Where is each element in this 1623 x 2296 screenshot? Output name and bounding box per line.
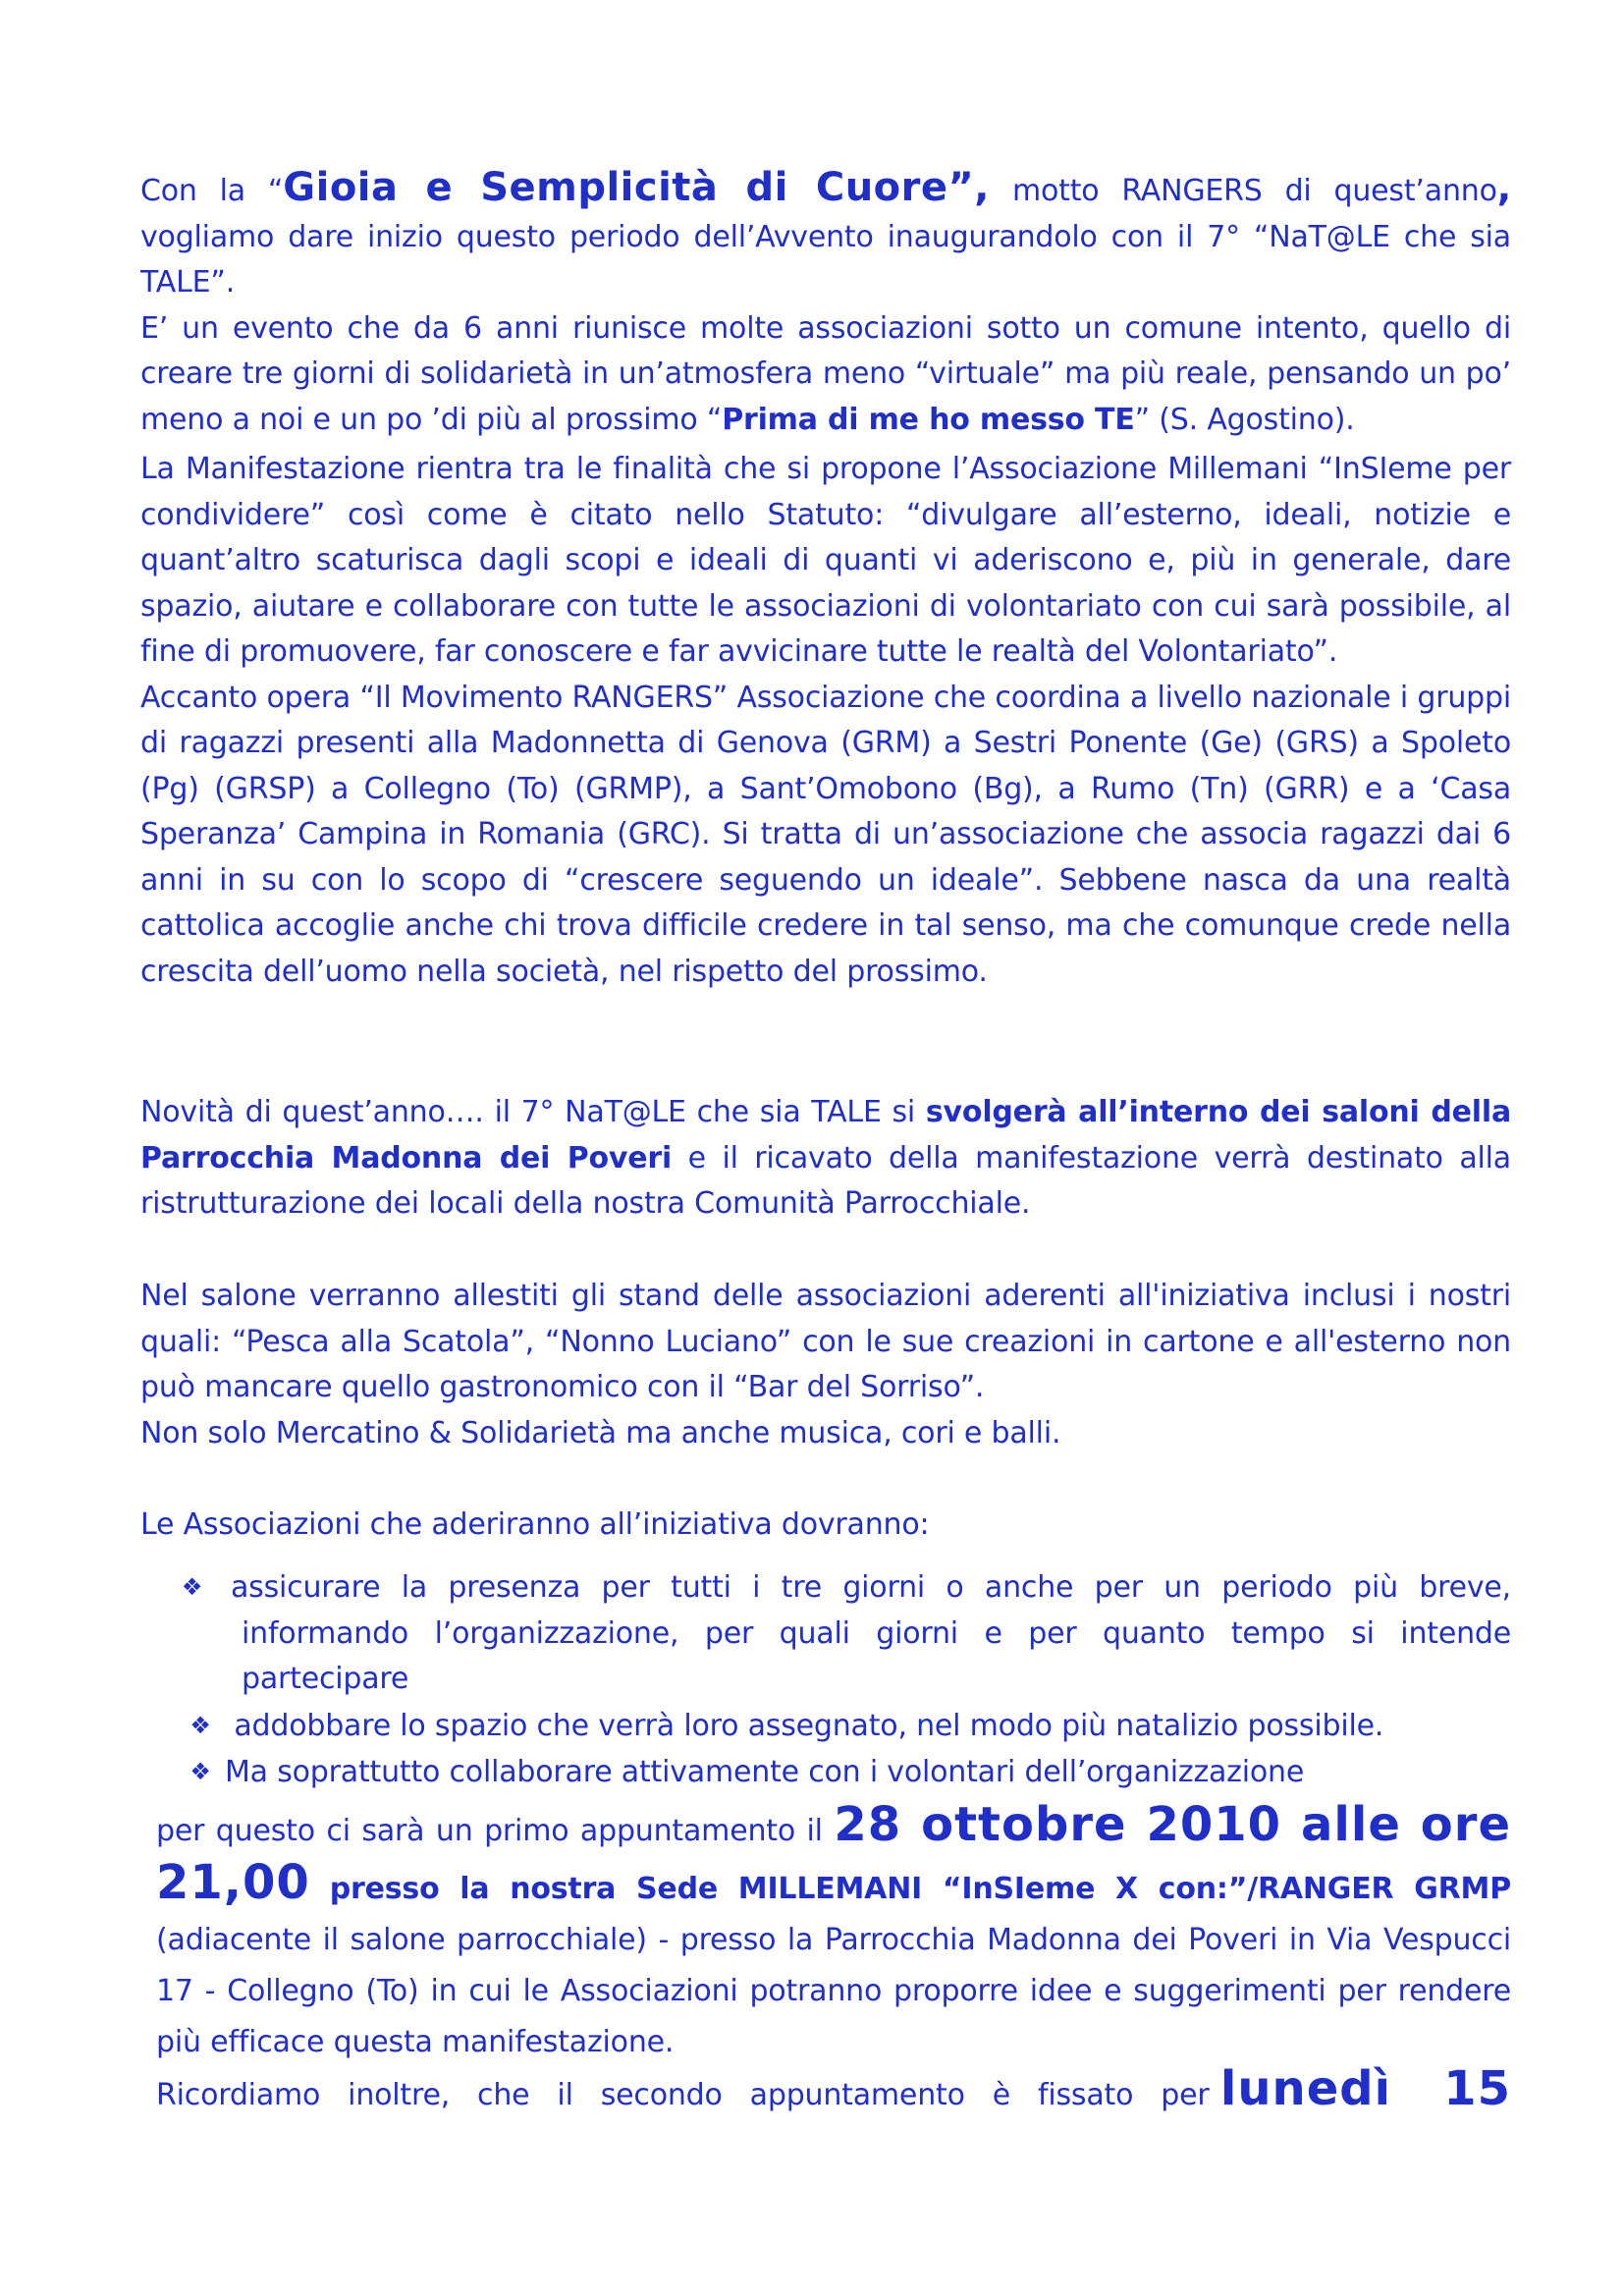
requisiti-section [140, 1503, 1511, 1549]
list-item [140, 1749, 1511, 1796]
salone-section [140, 1274, 1511, 1456]
event-text: ” (S. Agostino). [1134, 402, 1355, 437]
intro-text: Con la “ [140, 174, 284, 208]
appuntamento-place: presso la nostra Sede MILLEMANI “InSIeme X con:”/RANGER GRMP [329, 1872, 1511, 1906]
list-item-text: Ma soprattutto collaborare attivamente con i volontari dell’organizzazione [225, 1755, 1305, 1789]
appuntamento-paragraph [156, 1799, 1511, 2068]
requisiti-list [140, 1564, 1511, 1796]
second-appointment-date: lunedì 15 [1219, 2061, 1511, 2116]
list-item-text: assicurare la presenza per tutti i tre giorni o anche per un periodo più breve, informando l’organizzazione, per quali giorni e per quanto tempo si intende partecipare [231, 1570, 1511, 1696]
intro-section [140, 165, 1511, 443]
appuntamento-date: 28 ottobre 2010 alle ore 21,00 [156, 1797, 1512, 1910]
diamond-bullet-icon: ❖ [189, 1758, 211, 1785]
novita-section [140, 1090, 1511, 1228]
manifestazione-section [140, 447, 1511, 995]
intro-comma: , [1496, 166, 1511, 209]
novita-text: Novità di quest’anno…. il 7° NaT@LE che sia TALE si [140, 1095, 926, 1129]
spacer-text [310, 1872, 330, 1906]
event-paragraph [140, 306, 1511, 444]
manifestazione-paragraph: La Manifestazione rientra tra le finalità che si propone l’Associazione Millemani “InSIeme per condividere” così come è citato nello Statuto: “divulgare all’esterno, ideali, notizie e quant’altro scaturisca dagli scopi e ideali di quanti vi aderiscono e, più in generale, dare spazio, aiutare e collaborare con tutte le associazioni di volontariato con cui sarà possibile, al fine di promuovere, far conoscere e far avvicinare tutte le realtà del Volontariato”. [140, 452, 1511, 669]
appuntamento-section [156, 1799, 1511, 2068]
salone-paragraph: Nel salone verranno allestiti gli stand delle associazioni aderenti all'iniziativa inclusi i nostri quali: “Pesca alla Scatola”, “Nonno Luciano” con le sue creazioni in cartone e all'esterno non può mancare quello gastronomico con il “Bar del Sorriso”. [140, 1279, 1511, 1404]
diamond-bullet-icon: ❖ [189, 1711, 211, 1739]
list-item-text: addobbare lo spazio che verrà loro assegnato, nel modo più natalizio possibile. [225, 1708, 1384, 1743]
intro-text: motto RANGERS di quest’anno [990, 174, 1497, 208]
intro-paragraph [140, 165, 1511, 306]
event-text: E’ un evento che da 6 anni riunisce molte associazioni sotto un comune intento, quello di creare tre giorni di solidarietà in un’atmosfera meno “virtuale” ma più reale, pensando un po’ meno a noi e un po ’di più al prossimo “ [140, 310, 1511, 437]
intro-text: vogliamo dare inizio questo periodo dell’Avvento inaugurandolo con il 7° “NaT@LE che sia TALE”. [140, 219, 1511, 300]
diamond-bullet-icon: ❖ [181, 1573, 203, 1601]
requisiti-intro: Le Associazioni che aderiranno all’iniziativa dovranno: [140, 1507, 930, 1542]
salone-paragraph-2: Non solo Mercatino & Solidarietà ma anche musica, cori e balli. [140, 1415, 1061, 1450]
appuntamento-text: (adiacente il salone parrocchiale) - presso la Parrocchia Madonna dei Poveri in Via Vespucci 17 - Collegno (To) in cui le Associazioni potranno proporre idee e suggerimenti per rendere più efficace questa manifestazione. [156, 1923, 1511, 2059]
novita-paragraph [140, 1090, 1511, 1228]
novita-bold-text: svolgerà all’interno dei saloni della Parrocchia Madonna dei Poveri [140, 1095, 1511, 1175]
second-appointment [156, 2060, 1511, 2124]
appuntamento-text: per questo ci sarà un primo appuntamento il [156, 1814, 835, 1848]
list-item [140, 1564, 1511, 1703]
motto-text: Gioia e Semplicità di Cuore”, [283, 165, 990, 210]
novita-text: e il ricavato della manifestazione verrà destinato alla ristrutturazione dei locali della nostra Comunità Parrocchiale. [140, 1140, 1511, 1221]
second-appointment-text: Ricordiamo inoltre, che il secondo appuntamento è fissato per [156, 2078, 1210, 2112]
quote-text: Prima di me ho messo TE [722, 402, 1135, 437]
list-item [140, 1703, 1511, 1750]
rangers-paragraph: Accanto opera “Il Movimento RANGERS” Associazione che coordina a livello nazionale i gruppi di ragazzi presenti alla Madonnetta di Genova (GRM) a Sestri Ponente (Ge) (GRS) a Spoleto (Pg) (GRSP) a Collegno (To) (GRMP), a Sant’Omobono (Bg), a Rumo (Tn) (GRR) e a ‘Casa Speranza’ Campina in Romania (GRC). Si tratta di un’associazione che associa ragazzi dai 6 anni in su con lo scopo di “crescere seguendo un ideale”. Sebbene nasca da una realtà cattolica accoglie anche chi trova difficile credere in tal senso, ma che comunque crede nella crescita dell’uomo nella società, nel rispetto del prossimo. [140, 680, 1511, 989]
